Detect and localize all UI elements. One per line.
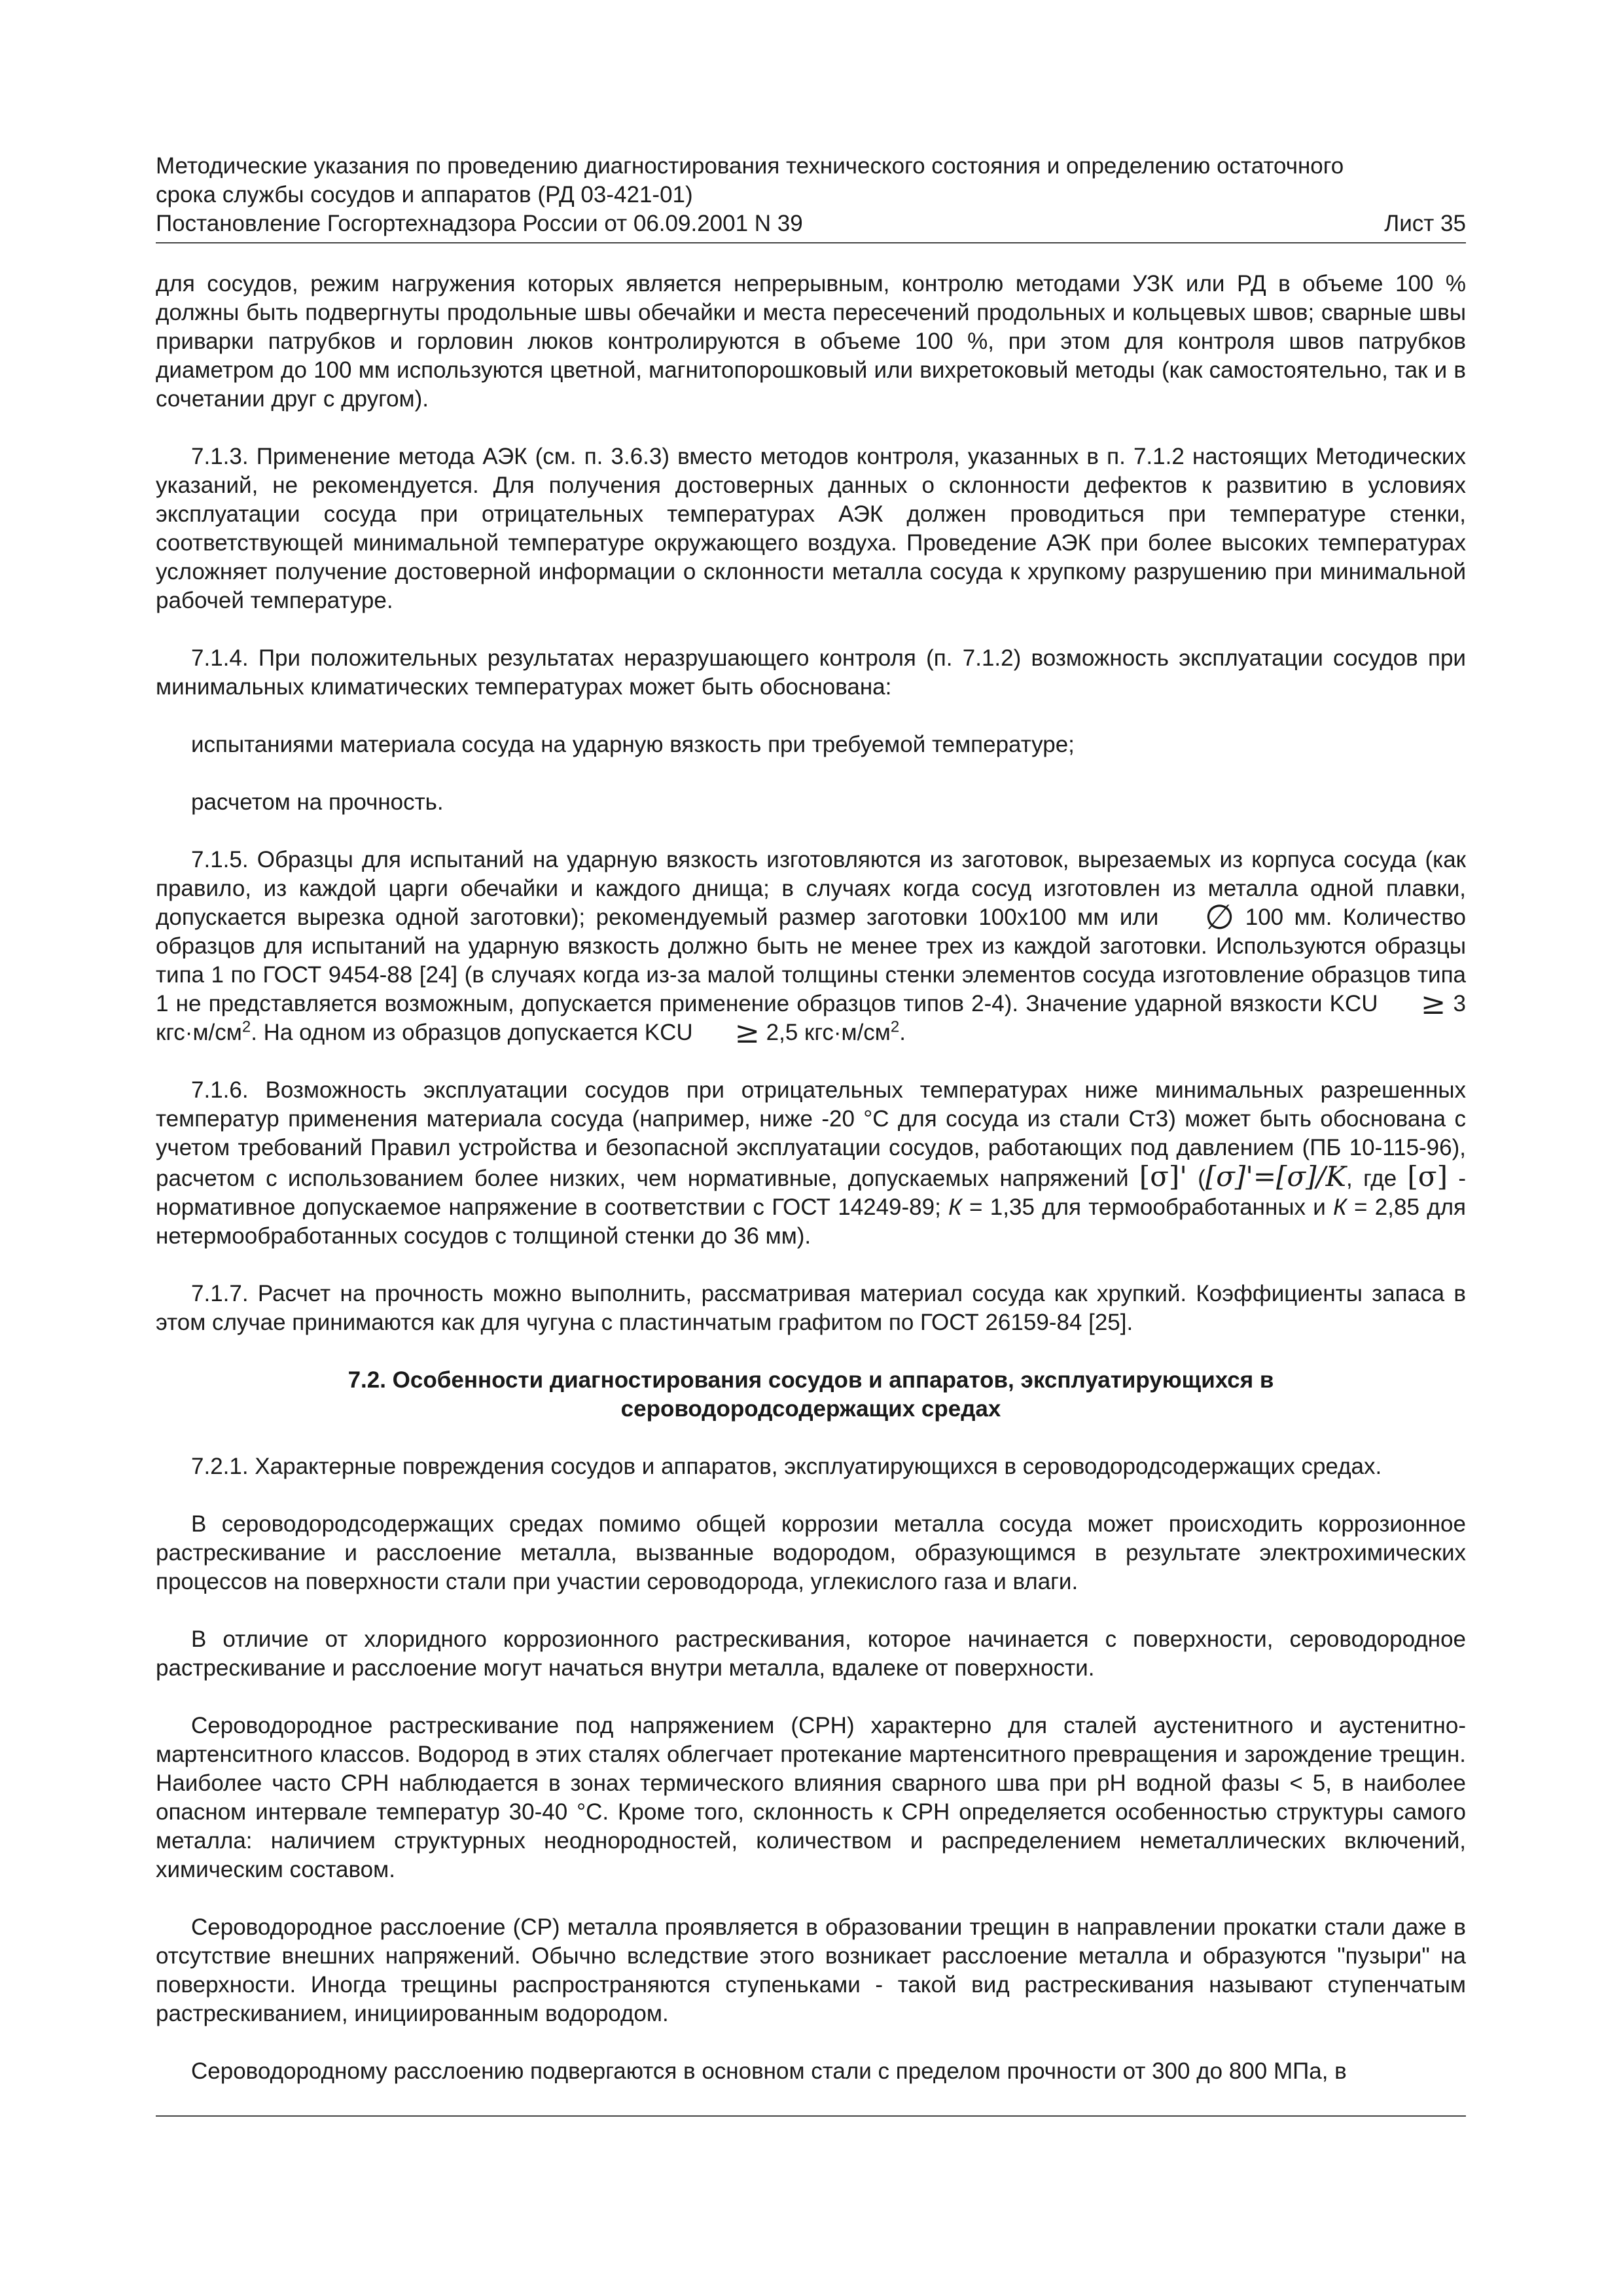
paragraph-srn: Сероводородное растрескивание под напряжением (СРН) характерно для сталей аустенитного и аустенитно-мартенситного классов. Водород в этих сталях облегчает протекание мартенситного превращения и зарождение трещин. Наиболее часто СРН наблюдается в зонах термического влияния сварного шва при рН водной фазы < 5, в наиболее опасном интервале температур 30-40 °С. Кроме того, склонность к СРН определяется особенностью структуры самого металла: наличием структурных неоднородностей, количеством и распределением неметаллических включений, химическим составом. bbox=[156, 1713, 1466, 1882]
text-span: . bbox=[899, 1020, 906, 1045]
paragraph-7-1-7: 7.1.7. Расчет на прочность можно выполнить, рассматривая материал сосуда как хрупкий. Коэффициенты запаса в этом случае принимаются как для чугуна с пластинчатым графитом по ГОСТ 26159-84 [25]. bbox=[156, 1281, 1466, 1335]
paragraph-7-1-4: 7.1.4. При положительных результатах неразрушающего контроля (п. 7.1.2) возможность эксплуатации сосудов при минимальных климатических температурах может быть обоснована: bbox=[156, 645, 1466, 700]
paragraph-continuation: для сосудов, режим нагружения которых является непрерывным, контролю методами УЗК или РД в объеме 100 % должны быть подвергнуты продольные швы обечайки и места пересечений продольных и кольцевых швов; сварные швы приварки патрубков и горловин люков контролируются в объеме 100 %, при этом для контроля швов патрубков диаметром до 100 мм используются цветной, магнитопорошковый или вихретоковый методы (как самостоятельно, так и в сочетании друг с другом). bbox=[156, 271, 1466, 412]
header-decree: Постановление Госгортехнадзора России от 06.09.2001 N 39 bbox=[156, 211, 803, 236]
section-heading-7-2 bbox=[156, 1366, 1466, 1424]
paragraph-sr: Сероводородное расслоение (СР) металла проявляется в образовании трещин в направлении прокатки стали даже в отсутствие внешних напряжений. Обычно вследствие этого возникает расслоение металла и образуются "пузыри" на поверхности. Иногда трещины распространяются ступеньками - такой вид растрескивания называют ступенчатым растрескиванием, инициированным водородом. bbox=[156, 1914, 1466, 2026]
header-title-line-1: Методические указания по проведению диагностирования технического состояния и определению остаточного bbox=[156, 153, 1344, 179]
text-span: = 2,85 для нетермообработанных сосудов с толщиной стенки до 36 мм). bbox=[156, 1194, 1466, 1249]
paragraph-7-1-5 bbox=[156, 846, 1467, 1050]
greater-equal-symbol: ≥ bbox=[734, 1014, 760, 1050]
header-title-line-2: срока службы сосудов и аппаратов (РД 03-421-01) bbox=[156, 182, 693, 207]
paragraph-7-1-6 bbox=[156, 1076, 1466, 1251]
text-span: = 1,35 для термообработанных и bbox=[961, 1194, 1334, 1220]
paragraph-chloride: В отличие от хлоридного коррозионного растрескивания, которое начинается с поверхности, сероводородное растрескивание и расслоение могут начаться внутри металла, вдалеке от поверхности. bbox=[156, 1626, 1466, 1681]
text-span: 7.1.5. Образцы для испытаний на ударную вязкость изготовляются из заготовок, вырезаемых из корпуса сосуда (как правило, из каждой царги обечайки и каждого днища; в случаях когда сосуд изготовлен из металла одной плавки, допускается вырезка одной заготовки); рекомендуемый размер заготовки 100х100 мм или bbox=[156, 847, 1466, 930]
text-span: , где bbox=[1346, 1166, 1408, 1191]
document-body bbox=[156, 270, 1466, 2115]
superscript: 2 bbox=[890, 1018, 900, 1036]
paragraph-corrosion: В сероводородсодержащих средах помимо общей коррозии металла сосуда может происходить коррозионное растрескивание и расслоение металла, вызванные водородом, образующимся в результате электрохимических процессов на поверхности стали при участии сероводорода, углекислого газа и влаги. bbox=[156, 1511, 1466, 1594]
text-span: 2,5 кгс·м/см bbox=[759, 1020, 891, 1045]
text-span: . На одном из образцов допускается KCU bbox=[251, 1020, 700, 1045]
header-sheet-number: Лист 35 bbox=[1384, 211, 1466, 236]
paragraph-7-1-3: 7.1.3. Применение метода АЭК (см. п. 3.6.3) вместо методов контроля, указанных в п. 7.1.2 настоящих Методических указаний, не рекомендуется. Для получения достоверных данных о склонности дефектов к развитию в условиях эксплуатации сосуда при отрицательных температурах АЭК должен проводиться при температуре стенки, соответствующей минимальной температуре окружающего воздуха. Проведение АЭК при более высоких температурах усложняет получение достоверной информации о склонности металла сосуда к хрупкому разрушению при минимальной рабочей температуре. bbox=[156, 444, 1466, 613]
header-title-line-3 bbox=[156, 209, 1466, 238]
text-span: ( bbox=[1186, 1166, 1205, 1191]
heading-line: 7.2. Особенности диагностирования сосудов и аппаратов, эксплуатирующихся в bbox=[348, 1367, 1274, 1393]
formula-stress-ratio: [σ]'=[σ]/K bbox=[1205, 1160, 1347, 1193]
formula-normative-stress: [σ] bbox=[1407, 1160, 1448, 1193]
footer-rule bbox=[156, 2115, 1466, 2117]
paragraph-sr-steels: Сероводородному расслоению подвергаются в основном стали с пределом прочности от 300 до 800 МПа, в bbox=[191, 2058, 1347, 2084]
greater-equal-symbol: ≥ bbox=[1420, 986, 1446, 1021]
variable-k: К bbox=[948, 1194, 962, 1220]
diameter-symbol: ∅ bbox=[1204, 898, 1235, 937]
text-span: 7.1.6. Возможность эксплуатации сосудов при отрицательных температурах ниже минимальных разрешенных температур применения материала сосуда (например, ниже -20 °С для сосуда из стали Ст3) может быть обоснована с учетом требований Правил устройства и безопасной эксплуатации сосудов, работающих под давлением (ПБ 10-115-96), расчетом с использованием более низких, чем нормативные, допускаемых напряжений bbox=[156, 1077, 1466, 1191]
paragraph-7-2-1: 7.2.1. Характерные повреждения сосудов и аппаратов, эксплуатирующихся в сероводородсодержащих средах. bbox=[191, 1454, 1382, 1479]
paragraph-impact-tests: испытаниями материала сосуда на ударную вязкость при требуемой температуре; bbox=[191, 732, 1075, 757]
text-span: 100 мм. Количество образцов для испытаний на ударную вязкость должно быть не менее трех из каждой заготовки. Используются образцы типа 1 по ГОСТ 9454-88 [24] (в случаях когда из-за малой толщины стенки элементов сосуда изготовление образцов типа 1 не представляется возможным, допускается применение образцов типов 2-4). Значение ударной вязкости KCU bbox=[156, 905, 1467, 1016]
heading-line: сероводородсодержащих средах bbox=[620, 1396, 1001, 1422]
variable-k: К bbox=[1333, 1194, 1347, 1220]
text-span: 3 кгс·м/см bbox=[156, 991, 1466, 1045]
paragraph-strength-calc: расчетом на прочность. bbox=[191, 789, 444, 815]
text-span: - нормативное допускаемое напряжение в соответствии с ГОСТ 14249-89; bbox=[156, 1166, 1466, 1220]
superscript: 2 bbox=[241, 1018, 251, 1036]
page-header bbox=[156, 152, 1466, 243]
formula-allowable-stress: [σ]' bbox=[1139, 1160, 1187, 1193]
